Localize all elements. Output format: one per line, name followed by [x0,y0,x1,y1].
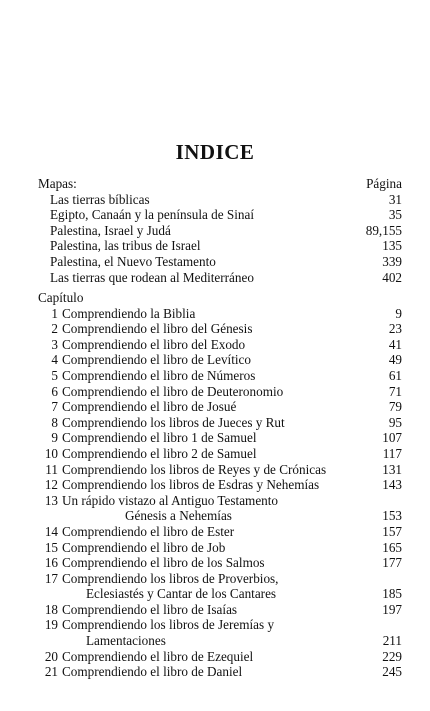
chapter-entry [38,602,402,618]
map-entry [38,238,402,254]
chapter-entry-main [38,446,256,462]
chapter-page: 245 [382,664,402,680]
chapter-title-continuation: Eclesiastés y Cantar de los Cantares [86,586,277,602]
chapter-entry [38,540,402,556]
chapter-number: 6 [51,383,58,399]
chapter-entry-continuation [38,633,402,649]
map-entry [38,223,402,239]
chapter-continuation-wrap [38,633,166,649]
chapter-entry [38,524,402,540]
chapter-page: 165 [382,539,402,555]
chapter-number: 8 [51,414,58,430]
chapter-entry-main [38,555,265,571]
chapter-page: 131 [382,461,402,477]
chapter-entry-main [38,430,256,446]
chapter-title: Comprendiendo el libro de Isaías [62,601,238,617]
chapter-title: Comprendiendo el libro de Ezequiel [62,648,254,664]
chapter-entry-main [38,664,242,680]
chapter-title: Comprendiendo el libro de Daniel [62,664,243,680]
chapter-number: 19 [44,617,58,633]
chapter-title: Un rápido vistazo al Antiguo Testamento [62,492,279,508]
map-entry [38,270,402,286]
chapter-entry-main [38,617,274,633]
chapter-number: 17 [44,570,58,586]
chapter-entry [38,415,402,431]
chapter-page: 71 [388,383,402,399]
chapter-entry-main [38,321,252,337]
maps-list [38,192,402,286]
map-entry [38,254,402,270]
chapter-entry-main [38,306,195,322]
chapter-page: 157 [382,523,402,539]
map-entry-label: Las tierras bíblicas [50,191,150,207]
chapter-title: Comprendiendo el libro del Exodo [62,336,246,352]
chapter-number: 7 [51,399,58,415]
chapter-entry-continuation [38,508,402,524]
chapter-number: 11 [45,461,58,477]
chapter-entry [38,384,402,400]
chapter-entry [38,399,402,415]
chapter-title: Comprendiendo el libro 2 de Samuel [62,445,257,461]
map-entry-label: Palestina, Israel y Judá [50,222,171,238]
chapter-number: 13 [44,492,58,508]
page-title: INDICE [175,140,255,164]
chapter-entry-continuation [38,586,402,602]
chapter-entry [38,446,402,462]
chapter-entry [38,649,402,665]
map-entry-page: 35 [388,207,402,223]
chapter-number: 14 [44,523,58,539]
chapter-number: 15 [44,539,58,555]
chapter-page: 117 [382,445,402,461]
chapter-number: 4 [51,352,58,368]
map-entry [38,207,402,223]
chapter-number: 9 [51,430,58,446]
chapter-title: Comprendiendo el libro de Ester [62,523,235,539]
chapter-entry-main [38,493,278,509]
chapter-title: Comprendiendo el libro de Levítico [62,352,251,368]
maps-heading: Mapas: [38,176,77,191]
chapter-continuation-wrap [38,586,276,602]
chapter-title: Comprendiendo el libro de Números [62,367,256,383]
chapter-number: 18 [44,601,58,617]
chapter-entry-main [38,540,225,556]
chapter-number: 1 [51,305,58,321]
chapter-title: Comprendiendo los libros de Jeremías y [62,617,275,633]
chapter-entry-main [38,415,285,431]
chapter-title: Comprendiendo la Biblia [62,305,196,321]
chapter-title: Comprendiendo los libros de Jueces y Rut [62,414,285,430]
chapter-page: 229 [382,648,402,664]
chapter-number: 20 [44,648,58,664]
chapter-list [38,306,402,680]
chapter-page: 185 [382,586,402,602]
chapter-number: 5 [51,367,58,383]
chapter-entry [38,337,402,353]
chapter-title: Comprendiendo los libros de Proverbios, [62,570,279,586]
chapter-entry-main [38,571,278,587]
chapter-page: 9 [395,305,402,321]
chapter-entry-main [38,399,236,415]
chapter-entry-main [38,368,255,384]
chapter-entry [38,617,402,633]
chapter-entry-main [38,477,319,493]
map-entry-page: 31 [388,191,402,207]
chapter-entry [38,664,402,680]
chapter-number: 3 [51,336,58,352]
chapter-number: 21 [44,664,58,680]
chapter-page: 107 [382,430,402,446]
chapter-entry [38,430,402,446]
map-entry-label: Palestina, el Nuevo Testamento [50,253,216,269]
chapter-page: 153 [382,508,402,524]
page-column-heading: Página [366,176,402,191]
chapter-entry-main [38,524,234,540]
chapter-continuation-wrap [38,508,232,524]
map-entry-page: 402 [382,269,402,285]
chapter-number: 2 [51,321,58,337]
map-entry [38,192,402,208]
chapter-page: 143 [382,477,402,493]
chapter-entry [38,493,402,509]
chapter-entry [38,368,402,384]
chapter-entry [38,306,402,322]
chapter-page: 211 [382,633,402,649]
chapter-title: Comprendiendo el libro de Job [62,539,226,555]
chapter-entry [38,352,402,368]
chapter-number: 16 [44,555,58,571]
chapter-entry-main [38,337,245,353]
map-entry-label: Palestina, las tribus de Israel [50,238,201,254]
chapter-entry-main [38,384,283,400]
chapter-page: 49 [388,352,402,368]
chapter-page: 197 [382,601,402,617]
chapter-entry [38,571,402,587]
chapter-entry [38,321,402,337]
chapter-title-continuation: Génesis a Nehemías [125,508,232,524]
chapter-title: Comprendiendo el libro 1 de Samuel [62,430,257,446]
map-entry-page: 89,155 [365,222,402,238]
chapter-title: Comprendiendo el libro del Génesis [62,321,253,337]
chapter-title: Comprendiendo los libros de Reyes y de Crónicas [62,461,327,477]
chapter-page: 41 [388,336,402,352]
maps-section [38,176,402,285]
map-entry-page: 135 [382,238,402,254]
chapter-page: 61 [388,367,402,383]
maps-header-row [38,176,402,192]
chapters-section [38,290,402,680]
chapter-title: Comprendiendo el libro de Josué [62,399,237,415]
chapter-page: 177 [382,555,402,571]
chapter-number: 12 [44,477,58,493]
map-entry-label: Las tierras que rodean al Mediterráneo [50,269,254,285]
chapter-entry-main [38,649,253,665]
chapter-entry-main [38,602,237,618]
chapter-title: Comprendiendo los libros de Esdras y Nehemías [62,477,320,493]
chapter-title: Comprendiendo el libro de Deuteronomio [62,383,284,399]
map-entry-page: 339 [382,253,402,269]
chapters-header-row [38,290,402,306]
chapter-entry-main [38,462,326,478]
chapter-entry [38,477,402,493]
map-entry-label: Egipto, Canaán y la península de Sinaí [50,207,254,223]
chapter-entry [38,555,402,571]
chapter-page: 23 [388,321,402,337]
chapter-number: 10 [44,445,58,461]
chapter-entry [38,462,402,478]
chapters-heading: Capítulo [38,290,84,305]
chapter-entry-main [38,352,251,368]
chapter-title: Comprendiendo el libro de los Salmos [62,555,265,571]
chapter-page: 79 [388,399,402,415]
chapter-title-continuation: Lamentaciones [86,633,166,649]
chapter-page: 95 [388,414,402,430]
